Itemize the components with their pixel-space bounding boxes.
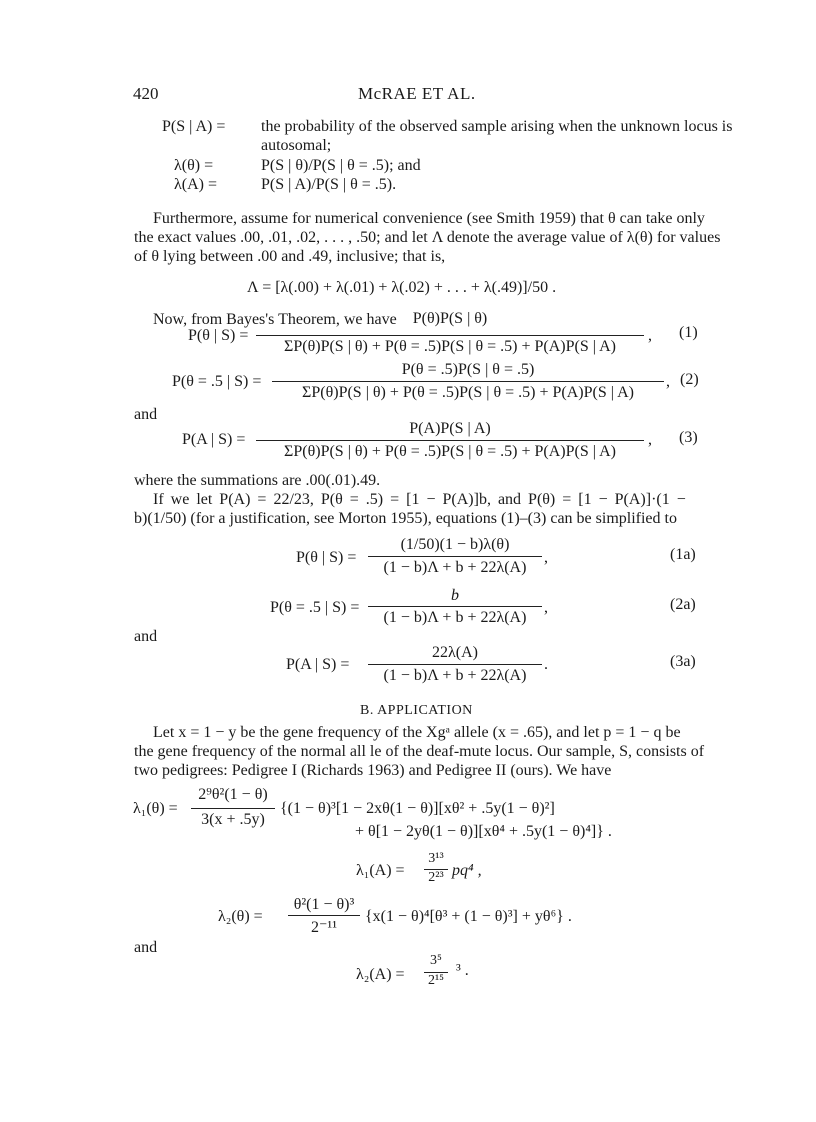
eq1a-denominator: (1 − b)Λ + b + 22λ(A) — [383, 559, 527, 576]
lam1-a-denominator: 2²³ — [428, 870, 444, 885]
lam2-a-tail: ³ . — [456, 962, 469, 979]
eq2-tail: , — [666, 373, 670, 390]
eq2a-label: (2a) — [670, 596, 696, 613]
lam2-a-denominator: 2¹⁵ — [427, 973, 445, 988]
lam1-a-numerator: 3¹³ — [428, 851, 444, 866]
def-lhs-psa: P(S | A) = — [162, 118, 226, 135]
lam1-theta-denominator: 3(x + .5y) — [201, 811, 265, 828]
and-connector-1: and — [134, 406, 158, 423]
lam1-theta-lhs: λ₁(θ) = — [133, 800, 178, 817]
eq3-lhs: P(A | S) = — [182, 431, 246, 448]
eq2a-denominator: (1 − b)Λ + b + 22λ(A) — [383, 609, 527, 626]
eq3a-lhs: P(A | S) = — [286, 656, 350, 673]
eq2a-lhs: P(θ = .5 | S) = — [270, 599, 360, 616]
eq2-denominator: ΣP(θ)P(S | θ) + P(θ = .5)P(S | θ = .5) + P(A)P(S | A) — [302, 384, 634, 401]
para3-line1: Let x = 1 − y be the gene frequency of the Xgᵃ allele (x = .65), and let p = 1 − q be — [153, 724, 681, 741]
def-rhs-lambda-a: P(S | A)/P(S | θ = .5). — [261, 176, 397, 193]
eq1-lhs: P(θ | S) = — [188, 327, 249, 344]
eq1-fraction-bar — [256, 335, 644, 336]
eq2-lhs: P(θ = .5 | S) = — [172, 373, 262, 390]
and-connector-3: and — [134, 939, 158, 956]
para1-line2: the exact values .00, .01, .02, . . . , .50; and let Λ denote the average value of λ(θ) for values — [134, 229, 721, 246]
eq3-denominator: ΣP(θ)P(S | θ) + P(θ = .5)P(S | θ = .5) + P(A)P(S | A) — [284, 443, 616, 460]
eq3-tail: , — [648, 431, 652, 448]
eq2-label: (2) — [680, 371, 699, 388]
eq2a-fraction-bar — [368, 606, 542, 607]
para3-line3: two pedigrees: Pedigree I (Richards 1963) and Pedigree II (ours). We have — [134, 762, 612, 779]
para2-line2: b)(1/50) (for a justification, see Morton 1955), equations (1)–(3) can be simplified to — [134, 510, 677, 527]
eq1a-lhs: P(θ | S) = — [296, 549, 357, 566]
def-rhs-psa-line2: autosomal; — [261, 137, 332, 154]
lambda-average-equation: Λ = [λ(.00) + λ(.01) + λ(.02) + . . . + λ(.49)]/50 . — [247, 279, 557, 296]
lam2-theta-numerator: θ²(1 − θ)³ — [293, 896, 355, 913]
eq1a-label: (1a) — [670, 546, 696, 563]
eq3a-fraction-bar — [368, 664, 542, 665]
lam2-theta-lhs: λ₂(θ) = — [218, 908, 263, 925]
eq2-fraction-bar — [272, 381, 664, 382]
eq3a-numerator: 22λ(A) — [432, 644, 478, 661]
section-heading: B. APPLICATION — [360, 703, 473, 718]
eq1-numerator: P(θ)P(S | θ) — [412, 310, 488, 327]
lam1-theta-numerator: 2⁹θ²(1 − θ) — [198, 786, 268, 803]
eq3-numerator: P(A)P(S | A) — [409, 420, 491, 437]
lam1-a-tail: pq⁴ , — [452, 862, 482, 879]
eq1-tail: , — [648, 327, 652, 344]
lam1-theta-fraction-bar — [191, 808, 275, 809]
lam2-theta-tail: {x(1 − θ)⁴[θ³ + (1 − θ)³] + yθ⁶} . — [365, 908, 572, 925]
lam1-a-lhs: λ₁(A) = — [356, 862, 405, 879]
lam2-theta-fraction-bar — [288, 915, 360, 916]
eq1-label: (1) — [679, 324, 698, 341]
lam1-theta-line2: + θ[1 − 2yθ(1 − θ)][xθ⁴ + .5y(1 − θ)⁴]} . — [355, 823, 612, 840]
eq1a-fraction-bar — [368, 556, 542, 557]
eq1a-numerator: (1/50)(1 − b)λ(θ) — [400, 536, 510, 553]
eq2a-tail: , — [544, 599, 548, 616]
def-rhs-lambda-theta: P(S | θ)/P(S | θ = .5); and — [261, 157, 421, 174]
def-rhs-psa-line1: the probability of the observed sample arising when the unknown locus is — [261, 118, 733, 135]
para3-line2: the gene frequency of the normal all le of the deaf-mute locus. Our sample, S, consists of — [134, 743, 705, 760]
para2-line1: If we let P(A) = 22/23, P(θ = .5) = [1 − P(A)]b, and P(θ) = [1 − P(A)]·(1 − — [153, 491, 686, 508]
eq3-fraction-bar — [256, 440, 644, 441]
lam2-theta-denominator: 2⁻¹¹ — [310, 919, 338, 936]
def-lhs-lambda-a: λ(A) = — [174, 176, 217, 193]
para1-line1: Furthermore, assume for numerical convenience (see Smith 1959) that θ can take only — [153, 210, 705, 227]
running-title: McRAE ET AL. — [358, 84, 476, 103]
eq1a-tail: , — [544, 549, 548, 566]
lam1-theta-line1: {(1 − θ)³[1 − 2xθ(1 − θ)][xθ² + .5y(1 − θ)²] — [280, 800, 555, 817]
lam2-a-numerator: 3⁵ — [430, 953, 442, 968]
lam2-a-lhs: λ₂(A) = — [356, 966, 405, 983]
para1-line3: of θ lying between .00 and .49, inclusive; that is, — [134, 248, 446, 265]
def-lhs-lambda-theta: λ(θ) = — [174, 157, 214, 174]
eq3a-label: (3a) — [670, 653, 696, 670]
eq2-numerator: P(θ = .5)P(S | θ = .5) — [401, 361, 535, 378]
bayes-intro: Now, from Bayes's Theorem, we have — [153, 311, 397, 328]
eq3a-denominator: (1 − b)Λ + b + 22λ(A) — [383, 667, 527, 684]
eq3-label: (3) — [679, 429, 698, 446]
eq3a-tail: . — [544, 656, 548, 673]
and-connector-2: and — [134, 628, 158, 645]
eq2a-numerator: b — [451, 587, 459, 604]
eq1-denominator: ΣP(θ)P(S | θ) + P(θ = .5)P(S | θ = .5) + P(A)P(S | A) — [284, 338, 616, 355]
summation-note: where the summations are .00(.01).49. — [134, 472, 381, 489]
page-number: 420 — [133, 84, 159, 103]
